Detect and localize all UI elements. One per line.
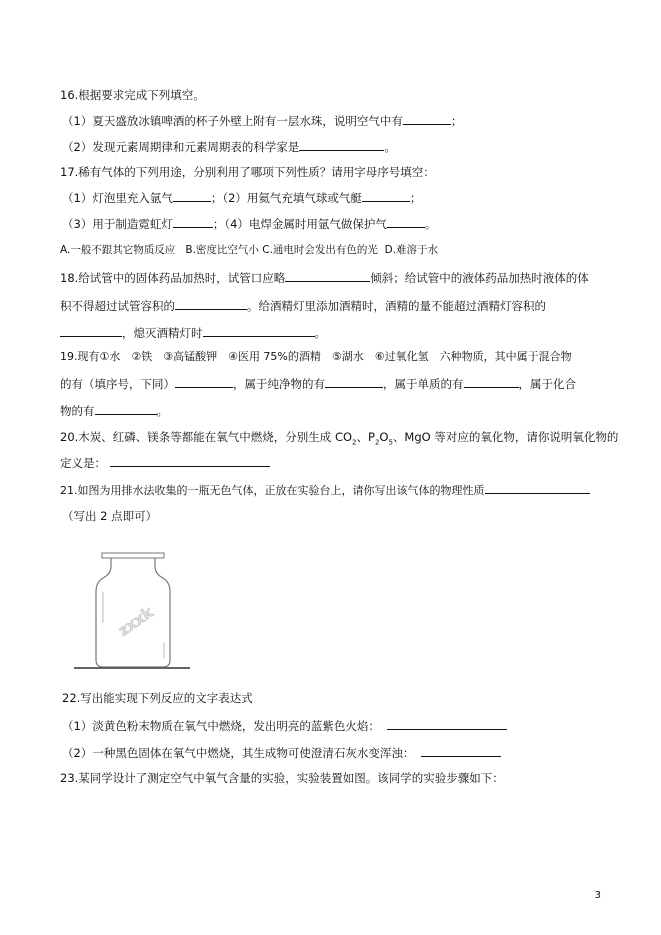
text: （1）淡黄色粉末物质在氧气中燃烧，发出明亮的蓝紫色火焰：: [62, 719, 380, 733]
text: ，属于化合: [518, 377, 576, 391]
text: （2）一种黑色固体在氧气中燃烧，其生成物可使澄清石灰水变浑浊：: [62, 746, 415, 760]
answer-blank[interactable]: [387, 216, 425, 228]
answer-blank[interactable]: [421, 745, 501, 757]
watermark: zxxk: [114, 603, 157, 640]
subscript: 2: [374, 438, 380, 447]
text: ；: [409, 191, 422, 205]
text: （2）发现元素周期律和元素周期表的科学家是: [62, 140, 300, 154]
q16-title: 16.根据要求完成下列填空。: [60, 88, 205, 102]
text: 20.木炭、红磷、镁条等都能在氧气中燃烧，分别生成 CO: [60, 430, 353, 444]
q22-part2: [62, 745, 501, 760]
text: ；（4）电焊金属时用氩气做保护气: [212, 217, 387, 231]
option-a: A.一般不跟其它物质反应: [60, 244, 176, 256]
q17-line2: [62, 216, 436, 231]
q18-line3: [60, 325, 326, 340]
text: 。: [424, 217, 437, 231]
q18-line1: [60, 270, 589, 285]
q19-line1: 19.现有①水 ②铁 ③高锰酸钾 ④医用 75%的酒精 ⑤湖水 ⑥过氧化氢 六种物质，其中属于混合物: [60, 350, 572, 363]
text: ，属于纯净物的有: [233, 377, 325, 391]
option-c: C.通电时会发出有色的光: [262, 244, 378, 256]
answer-blank[interactable]: [203, 325, 315, 337]
answer-blank[interactable]: [485, 482, 590, 494]
answer-blank[interactable]: [60, 325, 122, 337]
text: 积不得超过试管容积的: [60, 299, 175, 313]
answer-blank[interactable]: [362, 190, 410, 202]
text: 。: [314, 326, 326, 340]
answer-blank[interactable]: [325, 376, 383, 388]
text: （1）灯泡里充入氩气: [62, 191, 173, 205]
gas-bottle-figure: [72, 548, 197, 673]
text: 18.给试管中的固体药品加热时，试管口应略: [60, 271, 286, 285]
q22-title: 22.写出能实现下列反应的文字表达式: [62, 691, 253, 705]
answer-blank[interactable]: [95, 403, 157, 415]
q23-title: 23.某同学设计了测定空气中氧气含量的实验，实验装置如图。该同学的实验步骤如下：: [60, 771, 504, 785]
answer-blank[interactable]: [173, 190, 211, 202]
answer-blank[interactable]: [175, 298, 247, 310]
subscript: 2: [352, 438, 357, 447]
text: ，熄灭酒精灯时: [122, 326, 203, 340]
q19-line3: [60, 403, 168, 418]
answer-blank[interactable]: [175, 376, 233, 388]
text: 、MgO 等对应的氧化物，请你说明氧化物的: [392, 430, 619, 444]
q17-title: 17.稀有气体的下列用途，分别利用了哪项下列性质？请用字母序号填空：: [60, 165, 435, 179]
q16-part1: [62, 113, 462, 128]
answer-blank[interactable]: [387, 718, 507, 730]
answer-blank[interactable]: [110, 455, 270, 467]
q17-options: [60, 243, 438, 257]
text: 。: [156, 404, 168, 418]
q21-line2: （写出 2 点即可）: [62, 509, 158, 523]
text: ，属于单质的有: [383, 377, 464, 391]
text: ；: [450, 114, 463, 128]
text: ；（2）用氦气充填气球或气艇: [210, 191, 362, 205]
answer-blank[interactable]: [464, 376, 519, 388]
answer-blank[interactable]: [403, 113, 451, 125]
q16-part2: [62, 139, 396, 154]
answer-blank[interactable]: [173, 216, 213, 228]
text: （1）夏天盛放冰镇啤酒的杯子外壁上附有一层水珠，说明空气中有: [62, 114, 403, 128]
answer-blank[interactable]: [299, 139, 384, 151]
q22-part1: [62, 718, 507, 733]
subscript: 5: [388, 438, 393, 447]
q19-line2: [60, 376, 576, 391]
text: 21.如图为用排水法收集的一瓶无色气体，正放在实验台上，请你写出该气体的物理性质: [60, 484, 485, 497]
text: 的有（填序号，下同）: [60, 377, 175, 391]
text: 。: [384, 140, 396, 154]
q20-line2: [60, 455, 270, 470]
option-d: D.难溶于水: [384, 244, 439, 256]
answer-blank[interactable]: [285, 270, 370, 282]
text: 、P: [356, 430, 375, 444]
text: 定义是：: [60, 456, 106, 470]
text: 。给酒精灯里添加酒精时，酒精的量不能超过酒精灯容积的: [247, 299, 546, 313]
page-number: 3: [594, 890, 601, 901]
text: 倾斜；给试管中的液体药品加热时液体的体: [370, 271, 589, 285]
text: （3）用于制造霓虹灯: [62, 217, 173, 231]
text: 物的有: [60, 404, 95, 418]
q20-line1: [60, 430, 618, 449]
q21-line1: [60, 482, 590, 498]
option-b: B.密度比空气小: [185, 244, 259, 256]
text: O: [379, 430, 389, 444]
q17-line1: [62, 190, 421, 205]
q18-line2: [60, 298, 546, 313]
